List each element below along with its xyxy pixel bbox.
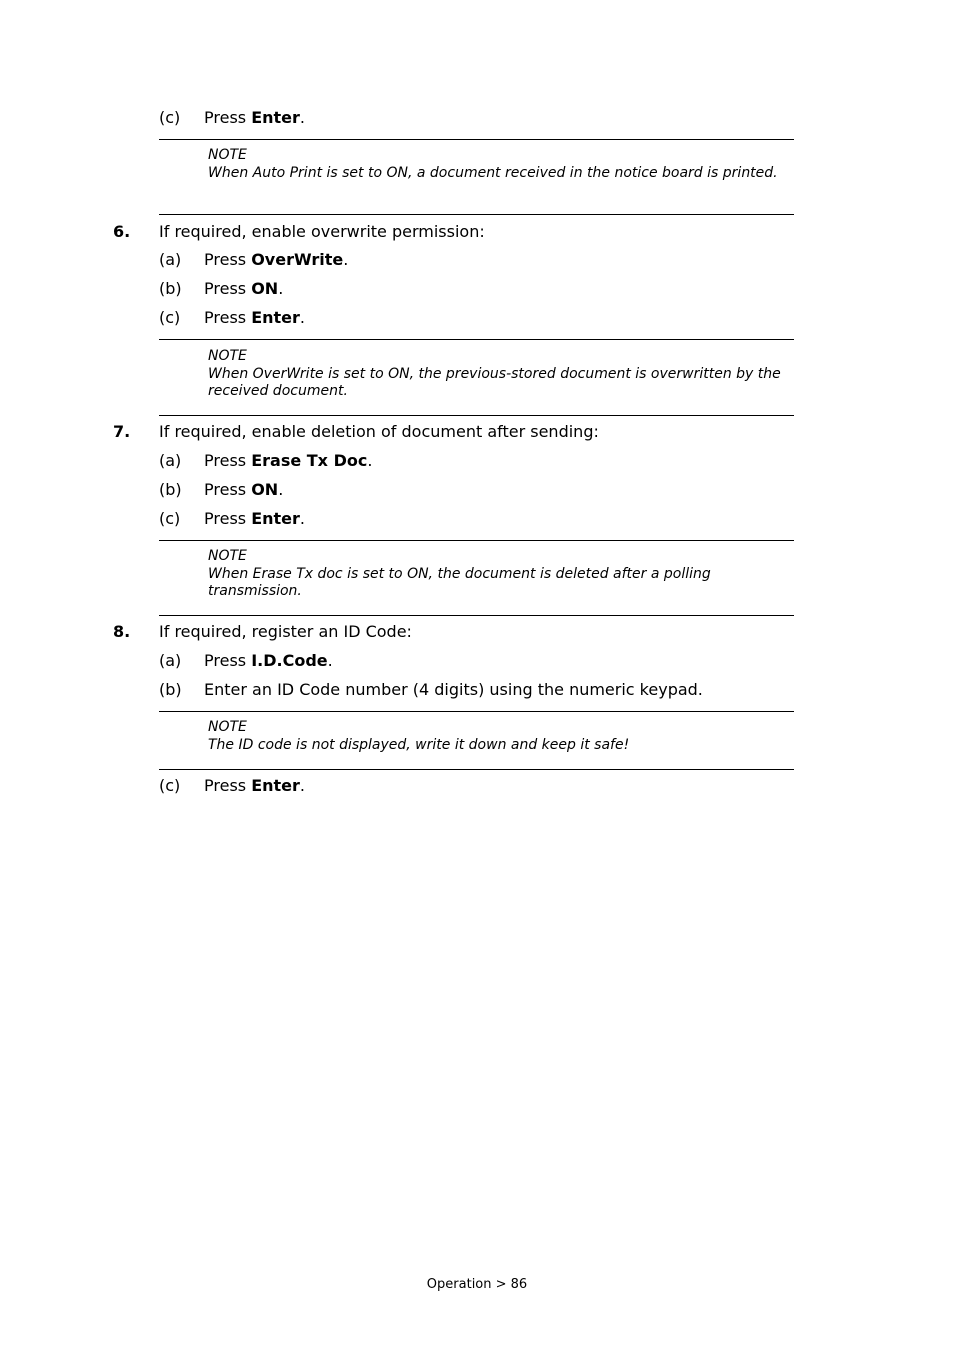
- substep-label: (c): [159, 108, 181, 127]
- step-number: 6.: [113, 222, 131, 241]
- note-title: NOTE: [208, 548, 247, 564]
- substep-text: Press ON.: [204, 279, 284, 298]
- substep-label: (a): [159, 651, 182, 670]
- substep-label: (a): [159, 451, 182, 470]
- substep-text: Press OverWrite.: [204, 250, 349, 269]
- note-box: [208, 548, 788, 601]
- substep-text: Press Erase Tx Doc.: [204, 451, 373, 470]
- step-number: 8.: [113, 622, 131, 641]
- note-text: When Auto Print is set to ON, a document received in the notice board is printed.: [208, 164, 778, 181]
- note-divider: [159, 415, 794, 416]
- substep-label: (b): [159, 680, 182, 699]
- note-title: NOTE: [208, 348, 247, 364]
- note-text: When OverWrite is set to ON, the previous-stored document is overwritten by the received document.: [208, 365, 781, 399]
- step-number: 7.: [113, 422, 131, 441]
- note-box: [208, 348, 788, 401]
- substep-text: Press Enter.: [204, 509, 306, 528]
- substep-text: Press Enter.: [204, 776, 306, 795]
- note-divider: [159, 540, 794, 541]
- page-footer: Operation > 86: [426, 1277, 528, 1292]
- substep-label: (c): [159, 776, 181, 795]
- note-divider: [159, 339, 794, 340]
- step-text: If required, register an ID Code:: [159, 622, 412, 641]
- note-divider: [159, 615, 794, 616]
- note-title: NOTE: [208, 147, 247, 163]
- substep-text: Press I.D.Code.: [204, 651, 333, 670]
- substep-label: (a): [159, 250, 182, 269]
- substep-text: Press Enter.: [204, 308, 306, 327]
- note-box: [208, 719, 788, 754]
- note-text: When Erase Tx doc is set to ON, the document is deleted after a polling transmission.: [208, 565, 711, 599]
- substep-label: (c): [159, 509, 181, 528]
- note-divider: [159, 139, 794, 140]
- step-text: If required, enable deletion of document after sending:: [159, 422, 599, 441]
- note-divider: [159, 769, 794, 770]
- substep-label: (c): [159, 308, 181, 327]
- substep-label: (b): [159, 480, 182, 499]
- substep-label: (b): [159, 279, 182, 298]
- substep-text: Press Enter.: [204, 108, 306, 127]
- note-text: The ID code is not displayed, write it down and keep it safe!: [208, 736, 630, 753]
- substep-text: Enter an ID Code number (4 digits) using the numeric keypad.: [204, 680, 703, 699]
- substep-text: Press ON.: [204, 480, 284, 499]
- note-title: NOTE: [208, 719, 247, 735]
- step-text: If required, enable overwrite permission:: [159, 222, 485, 241]
- note-divider: [159, 214, 794, 215]
- note-divider: [159, 711, 794, 712]
- note-box: [208, 147, 788, 182]
